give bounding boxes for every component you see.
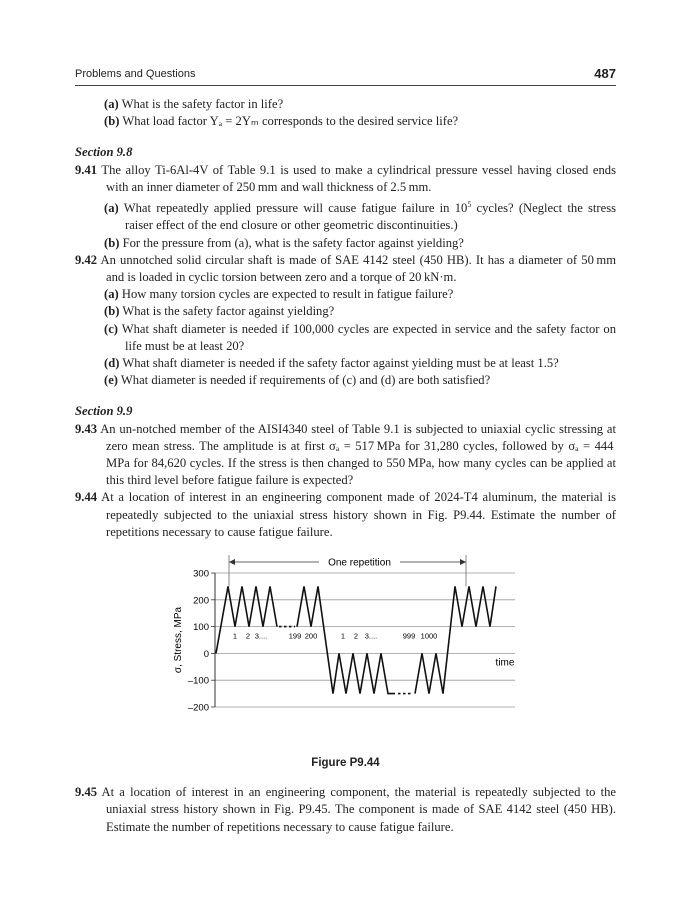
question-item: (b) What load factor Yₐ = 2Yₘ corresponds to the desired service life? — [104, 114, 459, 129]
cycle-label: 200 — [304, 631, 318, 641]
x-axis-label: time — [495, 657, 515, 669]
question-item: (b) For the pressure from (a), what is the safety factor against yielding? — [104, 235, 464, 250]
y-tick-label: –200 — [187, 702, 209, 714]
section-heading: Section 9.9 — [75, 404, 133, 419]
cycle-label: 199 — [288, 631, 302, 641]
figure-p9-44 — [75, 551, 616, 751]
y-tick-label: –100 — [187, 675, 209, 687]
cycle-label: 999 — [402, 631, 416, 641]
figure-caption: Figure P9.44 — [311, 757, 380, 770]
question-item: (c) What shaft diameter is needed if 100,000 cycles are expected in service and the safety factor on life must be at least 20? — [104, 321, 617, 353]
page-number: 487 — [594, 66, 616, 81]
question-item: (a) What repeatedly applied pressure will cause fatigue failure in $10^5$ cycles? (Neglect the stress raiser effect of the end closure or other geometric discontinuities.) — [104, 200, 617, 233]
cycle-label: 3.... — [254, 631, 268, 641]
section-heading: Section 9.8 — [75, 145, 133, 160]
problem-9-42: 9.42 An unnotched solid circular shaft is made of SAE 4142 steel (450 HB). It has a diameter of 50 mm and is loaded in cyclic torsion between zero and a torque of 20 kN·m. — [75, 252, 616, 285]
problem-9-44: 9.44 At a location of interest in an engineering component made of 2024-T4 aluminum, the material is repeatedly subjected to the uniaxial stress history shown in Fig. P9.44. Estimate the number of repetitions necessary to cause fatigue failure. — [75, 490, 616, 539]
arrowhead-right — [460, 559, 466, 565]
question-item: (b) What is the safety factor against yielding? — [104, 304, 335, 319]
question-item: (e) What diameter is needed if requirements of (c) and (d) are both satisfied? — [104, 373, 491, 388]
y-tick-label: 200 — [193, 595, 209, 607]
problem-9-45: 9.45 At a location of interest in an engineering component, the material is repeatedly subjected to the uniaxial stress history shown in Fig. P9.45. The component is made of SAE 4142 steel (450 HB). Estimate the number of repetitions necessary to cause fatigue failure. — [75, 785, 616, 834]
arrowhead-left — [229, 559, 235, 565]
problem-9-41: 9.41 The alloy Ti-6Al-4V of Table 9.1 is used to make a cylindrical pressure vessel having closed ends with an inner diameter of 250 mm and wall thickness of 2.5 mm. — [75, 162, 616, 194]
stress-history-chart — [75, 551, 616, 751]
y-axis-label: σ, Stress, MPa — [173, 606, 184, 674]
cycle-label: 2 — [353, 631, 359, 641]
y-tick-label: 100 — [193, 622, 209, 634]
question-item: (a) How many torsion cycles are expected to result in fatigue failure? — [104, 287, 454, 302]
running-header — [75, 67, 616, 86]
repetition-label: One repetition — [328, 557, 391, 569]
cycle-label: 3.... — [364, 631, 378, 641]
y-tick-label: 300 — [193, 568, 209, 580]
cycle-label: 1000 — [420, 631, 438, 641]
cycle-label: 1 — [340, 631, 346, 641]
header-title: Problems and Questions — [75, 68, 196, 80]
y-tick-label: 0 — [203, 648, 209, 660]
cycle-label: 2 — [245, 631, 251, 641]
question-item: (a) What is the safety factor in life? — [104, 97, 284, 111]
stress-waveform — [216, 586, 277, 653]
cycle-label: 1 — [232, 631, 238, 641]
page-body — [75, 96, 616, 836]
question-item: (d) What shaft diameter is needed if the safety factor against yielding must be at least 1.5? — [104, 356, 559, 371]
problem-9-43: 9.43 An un-notched member of the AISI4340 steel of Table 9.1 is subjected to uniaxial cyclic stressing at zero mean stress. The amplitude is at first σₐ = 517 MPa for 31,280 cycles, followed by σₐ = 444 MPa for 84,620 cycles. If the stress is then changed to 550 MPa, how many cycles can be applied at this third level before fatigue failure is expected? — [75, 421, 616, 488]
